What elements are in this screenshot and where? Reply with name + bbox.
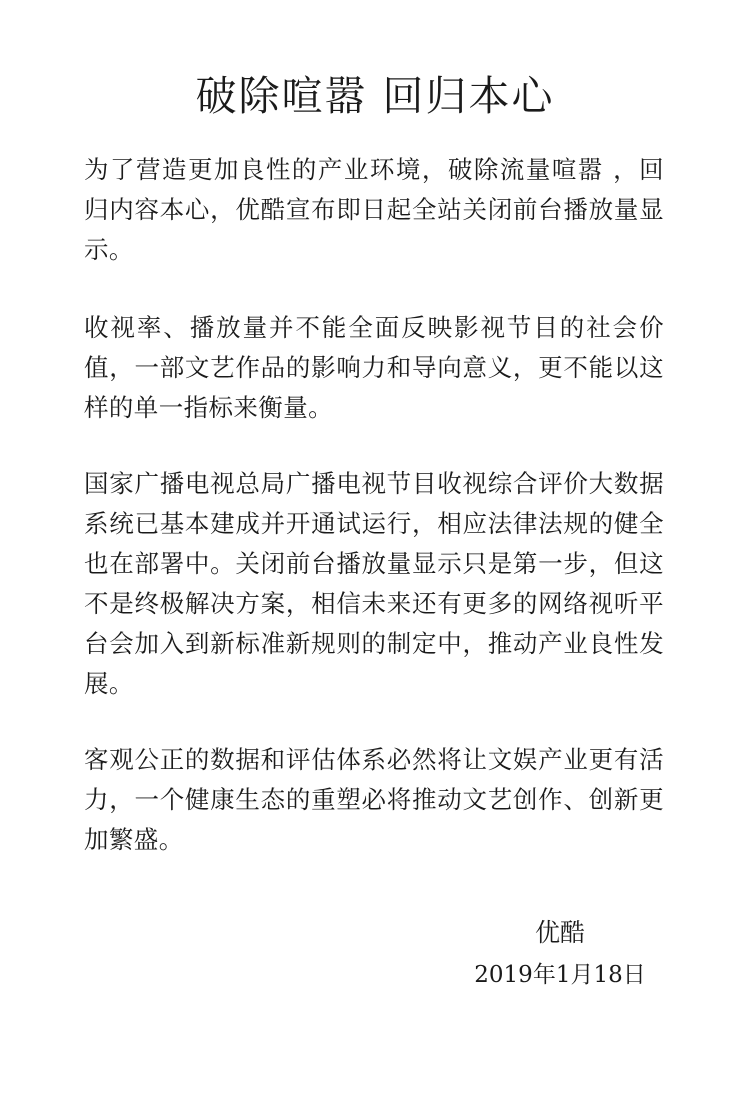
paragraph-4: 客观公正的数据和评估体系必然将让文娱产业更有活力，一个健康生态的重塑必将推动文艺创作、创新更加繁盛。: [84, 745, 664, 854]
signature-organization: 优酷: [534, 918, 585, 947]
paragraph-3: 国家广播电视总局广播电视节目收视综合评价大数据系统已基本建成并开通试运行，相应法律法规的健全也在部署中。关闭前台播放量显示只是第一步，但这不是终极解决方案，相信未来还有更多的网络视听平台会加入到新标准新规则的制定中，推动产业良性发展。: [84, 469, 664, 698]
announcement-body: [84, 150, 664, 896]
signature-date: 2019年1月18日: [474, 962, 646, 988]
page-title: 破除喧嚣 回归本心: [195, 72, 555, 120]
paragraph-1: 为了营造更加良性的产业环境，破除流量喧嚣 ，回归内容本心，优酷宣布即日起全站关闭前台播放量显示。: [84, 155, 664, 264]
paragraph-2: 收视率、播放量并不能全面反映影视节目的社会价值，一部文艺作品的影响力和导向意义，更不能以这样的单一指标来衡量。: [84, 313, 664, 422]
